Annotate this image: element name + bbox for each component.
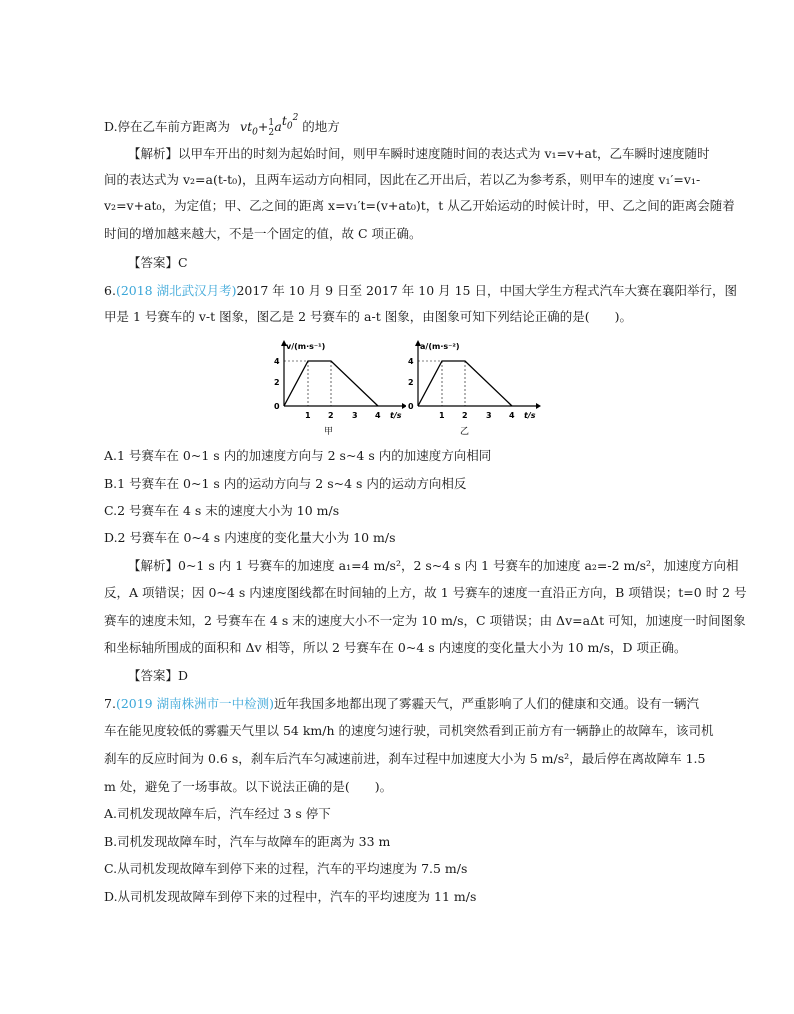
q7-option-c: C.从司机发现故障车到停下来的过程，汽车的平均速度为 7.5 m/s: [104, 861, 468, 876]
analysis6-line1: 【解析】0~1 s 内 1 号赛车的加速度 a₁=4 m/s²，2 s~4 s 内 1 号赛车的加速度 a₂=-2 m/s²，加速度方向相: [128, 558, 739, 573]
graph-a-ytick-2: 2: [274, 378, 280, 387]
formula-v: vt: [240, 119, 253, 135]
graph-b-ytick-4: 4: [408, 357, 414, 366]
formula-sub0: 0: [252, 127, 258, 138]
prev-option-d: [104, 113, 340, 141]
q7-option-d: D.从司机发现故障车到停下来的过程中，汽车的平均速度为 11 m/s: [104, 889, 477, 904]
graph-a-line: [284, 361, 378, 406]
graph-a-xtick-4: 4: [375, 411, 381, 420]
graph-b-svg: [400, 338, 550, 438]
q7-option-b: B.司机发现故障车时，汽车与故障车的距离为 33 m: [104, 834, 391, 849]
graph-b-ytick-2: 2: [408, 378, 414, 387]
q7-number: 7.: [104, 696, 116, 711]
formula-sup2: 2: [292, 113, 299, 123]
q6-option-b: B.1 号赛车在 0~1 s 内的运动方向与 2 s~4 s 内的运动方向相反: [104, 476, 467, 491]
graph-b-xtick-2: 2: [462, 411, 468, 420]
answer5: 【答案】C: [128, 255, 188, 270]
analysis5-line3: v₂=v+at₀，为定值；甲、乙之间的距离 x=v₁′t=(v+at₀)t，t 从乙开始运动的时候计时，甲、乙之间的距离会随着: [104, 198, 735, 213]
prev-option-d-post: 的地方: [302, 119, 340, 135]
graph-a: [266, 338, 406, 438]
q6-line1: [104, 283, 737, 299]
q6-option-c: C.2 号赛车在 4 s 末的速度大小为 10 m/s: [104, 503, 340, 518]
graph-b-xtick-1: 1: [439, 411, 445, 420]
formula-frac-den: 2: [268, 128, 275, 139]
graph-a-ylabel: v/(m·s⁻¹): [286, 342, 326, 351]
graph-b-ytick-0: 0: [408, 402, 414, 411]
graph-a-xlabel: t/s: [390, 411, 402, 420]
graph-b-x-arrow: [536, 403, 541, 409]
formula-frac-num: 1: [268, 118, 275, 129]
graph-b-ylabel: a/(m·s⁻²): [420, 342, 460, 351]
analysis6-line4: 和坐标轴所围成的面积和 Δv 相等，所以 2 号赛车在 0~4 s 内速度的变化量大小为 10 m/s，D 项正确。: [104, 640, 687, 655]
q7-line1: [104, 696, 699, 712]
formula-a: a: [274, 119, 282, 135]
graph-a-xtick-1: 1: [305, 411, 311, 420]
graph-a-xtick-3: 3: [352, 411, 358, 420]
q6-text1: 2017 年 10 月 9 日至 2017 年 10 月 15 日，中国大学生方程式汽车大赛在襄阳举行，图: [236, 283, 737, 298]
analysis5-line1: 【解析】以甲车开出的时刻为起始时间，则甲车瞬时速度随时间的表达式为 v₁=v+at，乙车瞬时速度随时: [128, 146, 710, 161]
q6-option-d: D.2 号赛车在 0~4 s 内速度的变化量大小为 10 m/s: [104, 530, 396, 545]
q6-option-a: A.1 号赛车在 0~1 s 内的加速度方向与 2 s~4 s 内的加速度方向相同: [104, 448, 492, 463]
graph-a-ytick-4: 4: [274, 357, 280, 366]
graph-b-xtick-4: 4: [509, 411, 515, 420]
q6-source: (2018 湖北武汉月考): [115, 283, 237, 298]
prev-option-d-formula: [240, 113, 299, 141]
analysis6-line3: 赛车的速度未知，2 号赛车在 4 s 末的速度大小不一定为 10 m/s，C 项错误；由 Δv=aΔt 可知，加速度一时间图象: [104, 613, 746, 628]
analysis5-line4: 时间的增加越来越大，不是一个固定的值，故 C 项正确。: [104, 226, 422, 241]
q7-line2: 车在能见度较低的雾霾天气里以 54 km/h 的速度匀速行驶，司机突然看到正前方有一辆静止的故障车，该司机: [104, 723, 714, 738]
formula-plus: +: [257, 119, 269, 135]
graph-b-xtick-3: 3: [486, 411, 492, 420]
graph-a-ytick-0: 0: [274, 402, 280, 411]
q7-text1: 近年我国多地都出现了雾霾天气，严重影响了人们的健康和交通。设有一辆汽: [273, 696, 699, 711]
graph-b-line: [418, 361, 512, 406]
q7-option-a: A.司机发现故障车后，汽车经过 3 s 停下: [104, 806, 331, 821]
q6-line2: 甲是 1 号赛车的 v-t 图象，图乙是 2 号赛车的 a-t 图象，由图象可知下列结论正确的是( )。: [104, 309, 632, 324]
graph-b-caption: 乙: [460, 427, 470, 437]
formula-t-sub: 0: [286, 121, 293, 132]
prev-option-d-text: D.停在乙车前方距离为: [104, 119, 231, 135]
graph-a-xtick-2: 2: [328, 411, 334, 420]
q6-number: 6.: [104, 283, 116, 298]
graph-b: [400, 338, 550, 438]
graph-a-caption: 甲: [324, 427, 334, 437]
answer6: 【答案】D: [128, 668, 189, 683]
q7-line3: 刹车的反应时间为 0.6 s，刹车后汽车匀减速前进，刹车过程中加速度大小为 5 m/s²，最后停在离故障车 1.5: [104, 751, 706, 766]
analysis5-line2: 间的表达式为 v₂=a(t-t₀)，且两车运动方向相同，因此在乙开出后，若以乙为参考系，则甲车的速度 v₁′=v₁-: [104, 172, 701, 187]
formula-t: t: [281, 113, 287, 129]
analysis6-line2: 反，A 项错误；因 0~4 s 内速度图线都在时间轴的上方，故 1 号赛车的速度一直沿正方向，B 项错误；t=0 时 2 号: [104, 585, 747, 600]
q7-line4: m 处，避免了一场事故。以下说法正确的是( )。: [104, 779, 393, 794]
q7-source: (2019 湖南株洲市一中检测): [115, 696, 274, 711]
graph-b-xlabel: t/s: [524, 411, 536, 420]
graph-a-svg: [266, 338, 406, 438]
